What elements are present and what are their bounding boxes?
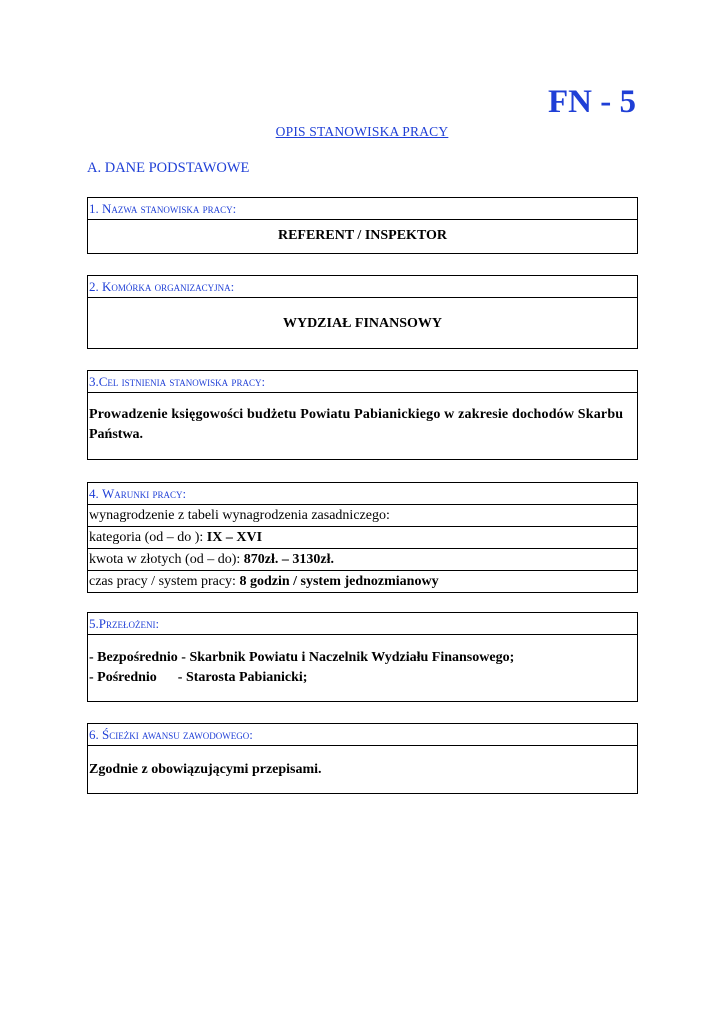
section-colon: : — [232, 201, 237, 216]
document-code: FN - 5 — [548, 84, 636, 120]
section-colon: : — [230, 279, 235, 294]
superiors-text — [88, 635, 637, 688]
work-time-value: 8 godzin / system jednozmianowy — [239, 574, 439, 589]
section-colon: : — [155, 616, 160, 631]
position-name-value: REFERENT / INSPEKTOR — [277, 228, 448, 243]
section-title: Cel istnienia stanowiska pracy — [98, 374, 262, 389]
category-label: kategoria (od – do ): — [89, 530, 207, 545]
org-unit-header — [88, 276, 637, 298]
work-conditions-box — [87, 482, 638, 593]
career-path-text — [88, 746, 637, 780]
superiors-direct: - Bezpośrednio - Skarbnik Powiatu i Naczelnik Wydziału Finansowego; — [89, 650, 515, 665]
org-unit-value: WYDZIAŁ FINANSOWY — [282, 316, 443, 331]
amount-value: 870zł. – 3130zł. — [243, 552, 334, 567]
category-value: IX – XVI — [206, 530, 263, 545]
career-path-line: Zgodnie z obowiązującymi przepisami. — [89, 762, 322, 777]
superiors-indirect: - Pośrednio - Starosta Pabianicki; — [89, 670, 308, 685]
work-time-row — [88, 571, 637, 592]
work-time-label: czas pracy / system pracy: — [89, 574, 240, 589]
section-title: Warunki pracy — [102, 486, 183, 501]
purpose-text — [88, 393, 637, 445]
salary-table-row: wynagrodzenie z tabeli wynagrodzenia zasadniczego: — [88, 505, 637, 527]
section-title: Przełożeni — [98, 616, 156, 631]
category-row — [88, 527, 637, 549]
work-conditions-header — [88, 483, 637, 505]
section-number: 3. — [89, 374, 99, 389]
section-title: Ścieżki awansu zawodowego — [102, 727, 250, 742]
section-colon: : — [249, 727, 253, 742]
purpose-header — [88, 371, 637, 393]
section-number: 1. — [89, 201, 102, 216]
career-path-header — [88, 724, 637, 746]
section-title: Komórka organizacyjna — [102, 279, 231, 294]
amount-label: kwota w złotych (od – do): — [89, 552, 244, 567]
org-unit-box — [87, 275, 638, 349]
purpose-line-1: Prowadzenie księgowości budżetu Powiatu Pabianickiego w zakresie dochodów Skarbu — [89, 407, 624, 422]
superiors-header — [88, 613, 637, 635]
purpose-line-2: Państwa. — [89, 427, 144, 442]
section-number: 4. — [89, 486, 102, 501]
section-heading: A. DANE PODSTAWOWE — [87, 160, 250, 176]
career-path-box — [87, 723, 638, 794]
document-title: OPIS STANOWISKA PRACY — [275, 124, 449, 139]
section-title: Nazwa stanowiska pracy — [102, 201, 233, 216]
amount-row — [88, 549, 637, 571]
position-name-header — [88, 198, 637, 220]
position-name-box — [87, 197, 638, 254]
section-number: 6. — [89, 727, 102, 742]
purpose-box — [87, 370, 638, 460]
section-number: 2. — [89, 279, 102, 294]
section-number: 5. — [89, 616, 99, 631]
section-colon: : — [182, 486, 187, 501]
superiors-box — [87, 612, 638, 702]
section-colon: : — [261, 374, 266, 389]
